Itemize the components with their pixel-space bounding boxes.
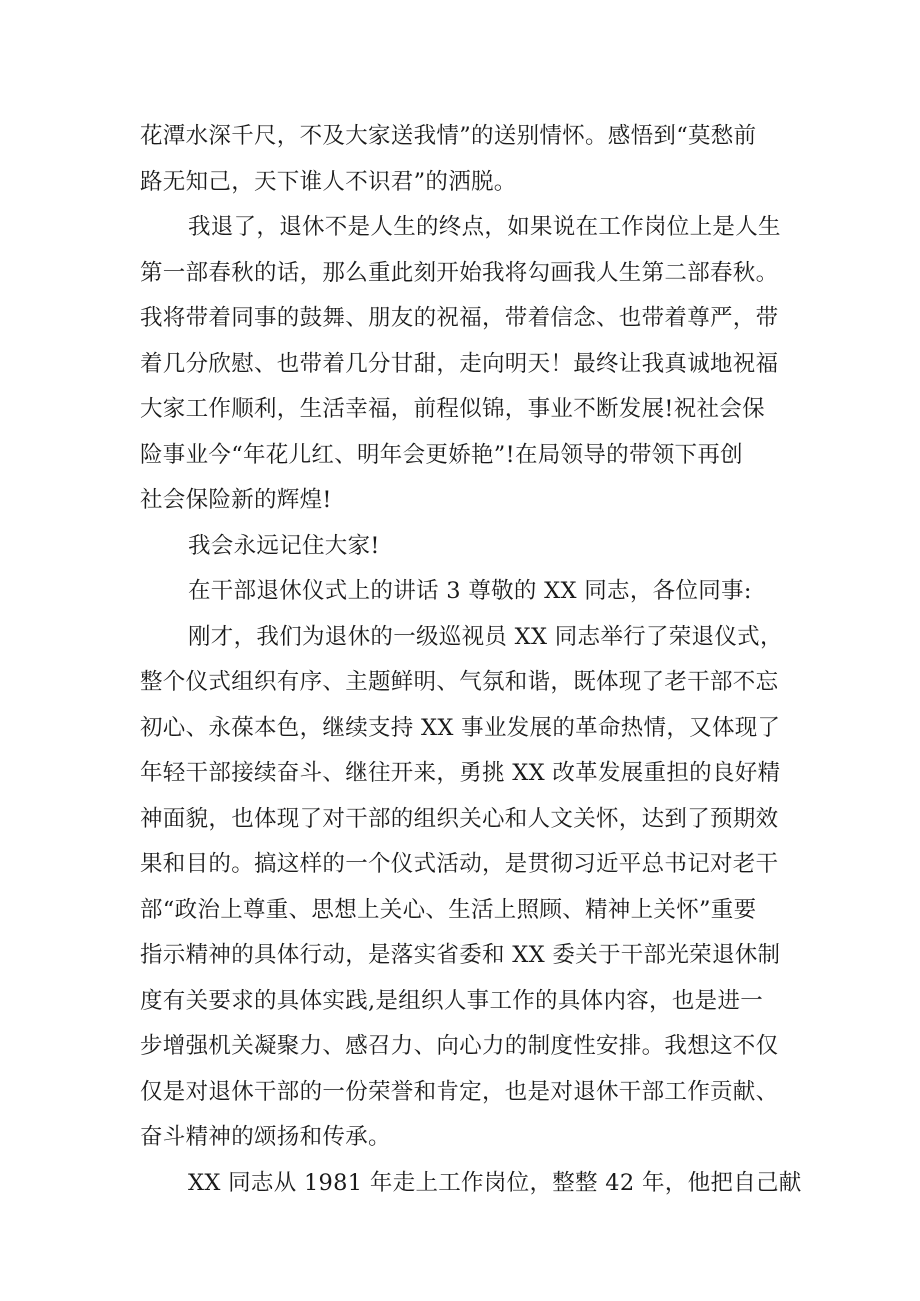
text-line-19: 指示精神的具体行动，是落实省委和 XX 委关于干部光荣退休制 — [140, 942, 781, 968]
text-line-21: 步增强机关凝聚力、感召力、向心力的制度性安排。我想这不仅 — [140, 1033, 779, 1059]
text-line-9: 社会保险新的辉煌! — [140, 487, 332, 513]
text-line-2: 路无知己，天下谁人不识君”的洒脱。 — [140, 169, 517, 195]
text-line-6: 着几分欣慰、也带着几分甘甜，走向明天！最终让我真诚地祝福 — [140, 351, 779, 377]
text-line-16: 神面貌，也体现了对干部的组织关心和人文关怀，达到了预期效 — [140, 806, 779, 832]
text-line-12: 刚才，我们为退休的一级巡视员 XX 同志举行了荣退仪式， — [188, 624, 783, 650]
text-line-18: 部“政治上尊重、思想上关心、生活上照顾、精神上关怀”重要 — [140, 897, 757, 923]
text-line-11: 在干部退休仪式上的讲话 3 尊敬的 XX 同志，各位同事: — [188, 578, 752, 604]
text-line-22: 仅是对退休干部的一份荣誉和肯定，也是对退休干部工作贡献、 — [140, 1079, 779, 1105]
text-line-14: 初心、永葆本色，继续支持 XX 事业发展的革命热情，又体现了 — [140, 715, 781, 741]
text-line-8: 险事业今“年花儿红、明年会更娇艳”!在局领导的带领下再创 — [140, 442, 743, 468]
text-line-23: 奋斗精神的颂扬和传承。 — [140, 1124, 391, 1150]
text-line-1: 花潭水深千尺，不及大家送我情”的送别情怀。感悟到“莫愁前 — [140, 123, 757, 149]
text-line-10: 我会永远记住大家! — [188, 533, 380, 559]
text-line-13: 整个仪式组织有序、主题鲜明、气氛和谐，既体现了老干部不忘 — [140, 669, 779, 695]
text-line-17: 果和目的。搞这样的一个仪式活动，是贯彻习近平总书记对老干 — [140, 851, 779, 877]
text-line-3: 我退了，退休不是人生的终点，如果说在工作岗位上是人生 — [188, 214, 781, 240]
text-line-15: 年轻干部接续奋斗、继往开来，勇挑 XX 改革发展重担的良好精 — [140, 760, 781, 786]
text-line-4: 第一部春秋的话，那么重此刻开始我将勾画我人生第二部春秋。 — [140, 260, 779, 286]
text-line-7: 大家工作顺利，生活幸福，前程似锦，事业不断发展!祝社会保 — [140, 396, 765, 422]
text-line-24: XX 同志从 1981 年走上工作岗位，整整 42 年，他把自己献 — [188, 1170, 802, 1196]
text-line-20: 度有关要求的具体实践,是组织人事工作的具体内容，也是进一 — [140, 988, 764, 1014]
text-line-5: 我将带着同事的鼓舞、朋友的祝福，带着信念、也带着尊严，带 — [140, 305, 779, 331]
